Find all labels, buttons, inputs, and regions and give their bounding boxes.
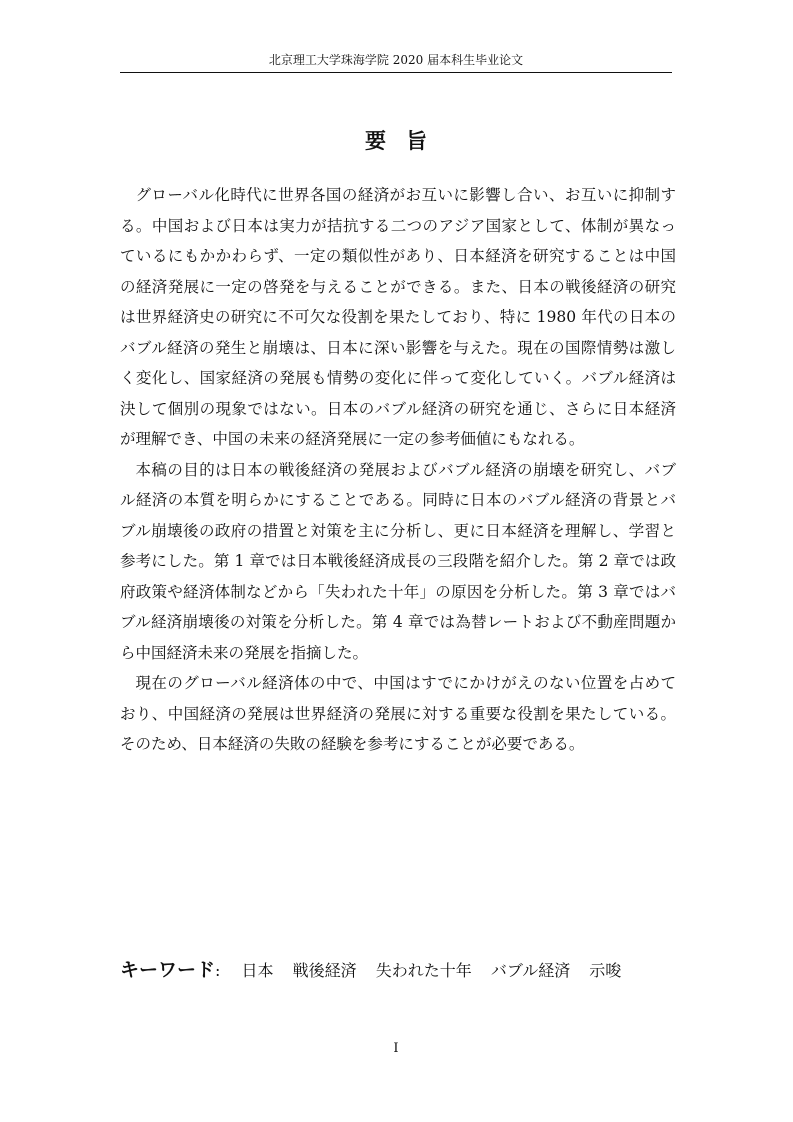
keywords-line xyxy=(120,955,680,986)
keyword-item: バブル経済 xyxy=(490,961,571,980)
abstract-paragraph-1: グローバル化時代に世界各国の経済がお互いに影響し合い、お互いに抑制する。中国および日本は実力が拮抗する二つのアジア国家として、体制が異なっているにもかかわらず、一定の類似性があり、日本経済を研究することは中国の経済発展に一定の啓発を与えることができる。また、日本の戦後経済の研究は世界経済史の研究に不可欠な役割を果たしており、特に 1980 年代の日本のバブル経済の発生と崩壊は、日本に深い影響を与えた。現在の国際情勢は激しく変化し、国家経済の発展も情勢の変化に伴って変化していく。バブル経済は決して個別の現象ではない。日本のバブル経済の研究を通じ、さらに日本経済が理解でき、中国の未来の経済発展に一定の参考価値にもなれる。 xyxy=(120,186,676,448)
keyword-item: 日本 xyxy=(241,961,274,980)
keywords-colon: : xyxy=(215,961,221,980)
abstract-body xyxy=(120,180,676,760)
header-divider xyxy=(120,72,672,73)
keyword-item: 失われた十年 xyxy=(375,961,472,980)
abstract-paragraph-2: 本稿の目的は日本の戦後経済の発展およびバブル経済の崩壊を研究し、バブル経済の本質を明らかにすることである。同時に日本のバブル経済の背景とバブル崩壊後の政府の措置と対策を主に分析し、更に日本経済を理解し、学習と参考にした。第 1 章では日本戦後経済成長の三段階を紹介した。第 2 章では政府政策や経済体制などから「失われた十年」の原因を分析した。第 3 章ではバブル経済崩壊後の対策を分析した。第 4 章では為替レートおよび不動産問題から中国経済未来の発展を指摘した。 xyxy=(120,460,676,662)
keyword-item: 示唆 xyxy=(589,961,622,980)
abstract-paragraph-3: 現在のグローバル経済体の中で、中国はすでにかけがえのない位置を占めており、中国経済の発展は世界経済の発展に対する重要な役割を果たしている。そのため、日本経済の失敗の経験を参考にすることが必要である。 xyxy=(120,674,676,753)
running-header: 北京理工大学珠海学院 2020 届本科生毕业论文 xyxy=(268,53,524,67)
page-number: I xyxy=(393,1041,399,1056)
section-title: 要旨 xyxy=(365,128,447,153)
keywords-label: キーワード xyxy=(120,959,216,981)
keyword-item: 戦後経済 xyxy=(292,961,357,980)
